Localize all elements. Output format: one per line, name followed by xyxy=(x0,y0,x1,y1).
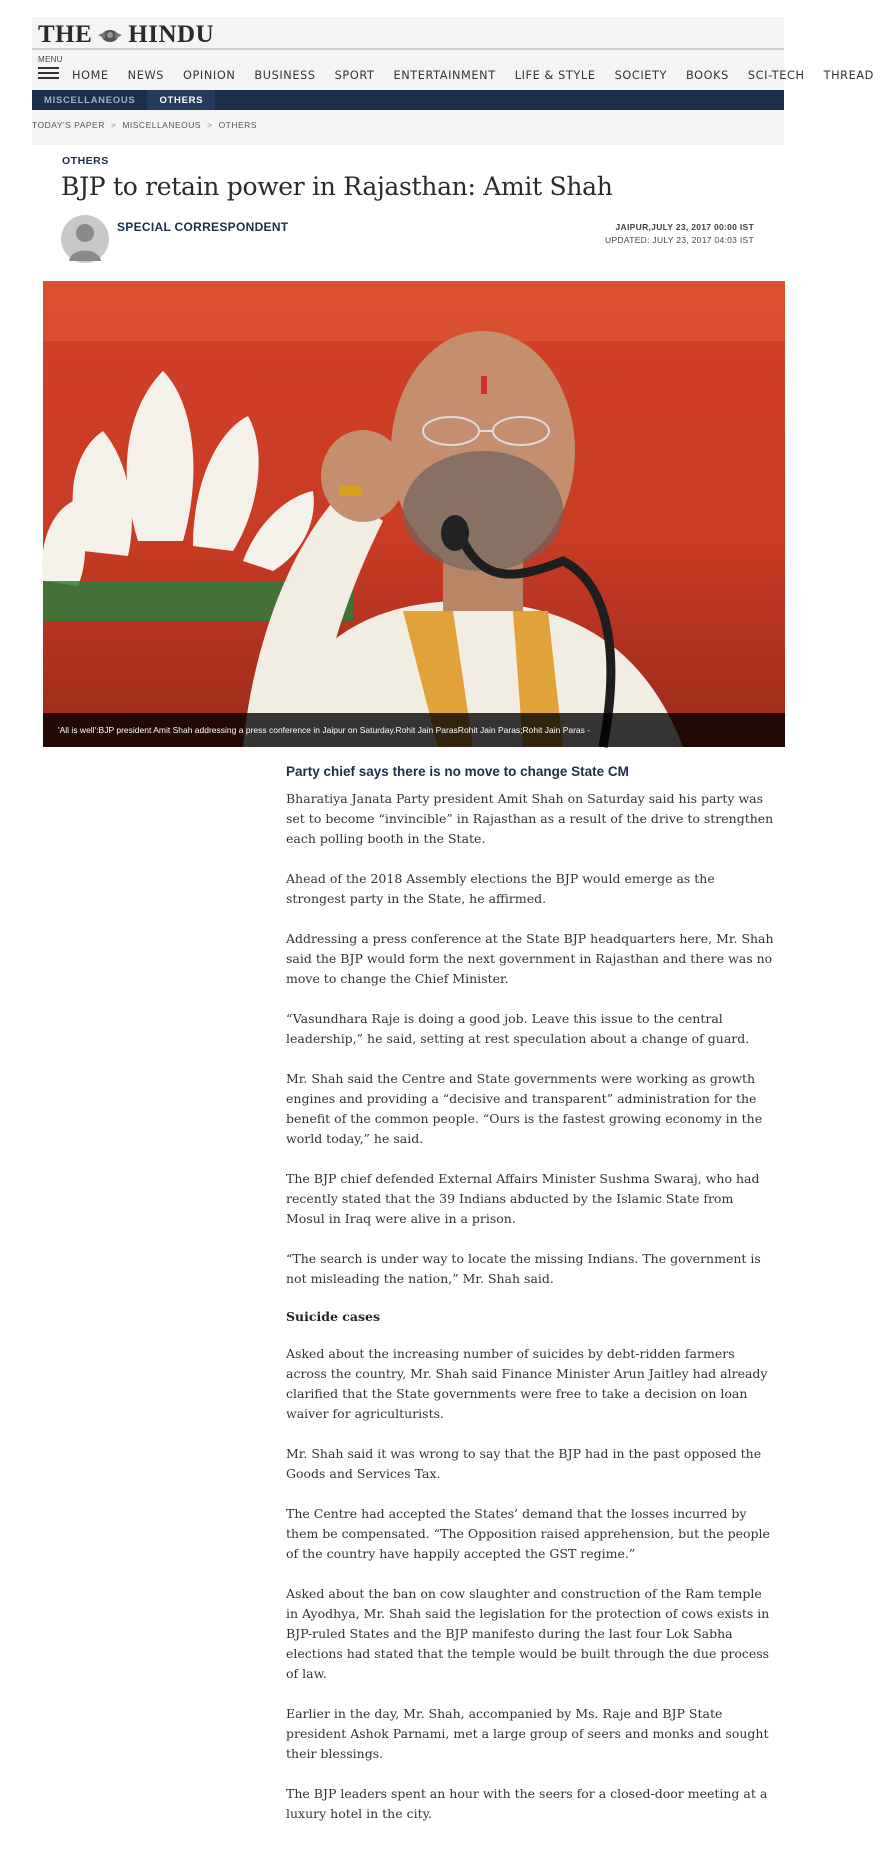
article-paragraph: “Vasundhara Raje is doing a good job. Leave this issue to the central leadership,” he said, setting at rest speculation about a change of guard. xyxy=(286,1011,750,1046)
nav-business[interactable]: BUSINESS xyxy=(254,69,316,82)
article-kicker[interactable]: OTHERS xyxy=(62,155,109,167)
article-updated: UPDATED: JULY 23, 2017 04:03 IST xyxy=(605,235,754,245)
article-paragraph: Mr. Shah said it was wrong to say that the BJP had in the past opposed the Goods and Services Tax. xyxy=(286,1446,762,1481)
breadcrumb-separator: > xyxy=(207,120,213,130)
article-paragraph: “The search is under way to locate the missing Indians. The government is not misleading the nation,” Mr. Shah said. xyxy=(286,1251,761,1286)
nav-life-style[interactable]: LIFE & STYLE xyxy=(514,69,596,82)
article-dateline: JAIPUR,JULY 23, 2017 00:00 IST xyxy=(615,222,754,232)
hamburger-icon-bar xyxy=(38,72,59,74)
section-bar xyxy=(32,90,784,110)
article-paragraph: Earlier in the day, Mr. Shah, accompanied by Ms. Raje and BJP State president Ashok Parnami, met a large group of seers and monks and sought their blessings. xyxy=(286,1706,769,1761)
site-header xyxy=(32,17,874,145)
article-section-heading: Suicide cases xyxy=(286,1309,381,1324)
photo-caption: 'All is well':BJP president Amit Shah addressing a press conference in Jaipur on Saturday.Rohit Jain ParasRohit Jain Paras;Rohit Jain Paras - xyxy=(43,713,785,747)
article-paragraph: Mr. Shah said the Centre and State governments were working as growth engines and providing a “decisive and transparent” administration for the benefit of the common people. “Ours is the fastest growing economy in the world today,” he said. xyxy=(286,1071,763,1146)
breadcrumb-others[interactable]: OTHERS xyxy=(218,120,257,130)
menu-button[interactable] xyxy=(38,55,64,81)
article-body xyxy=(286,758,776,1844)
photo-illustration xyxy=(43,281,785,747)
article-photo xyxy=(43,281,785,747)
breadcrumb-todays-paper[interactable]: TODAY'S PAPER xyxy=(32,120,105,130)
logo-text-left: THE xyxy=(38,21,93,48)
breadcrumb-separator: > xyxy=(110,120,117,130)
article-dates xyxy=(605,221,754,247)
nav-sport[interactable]: SPORT xyxy=(334,69,375,82)
logo-divider xyxy=(32,48,784,50)
logo-text-right: HINDU xyxy=(128,21,215,48)
nav-thread[interactable]: THREAD xyxy=(823,69,874,82)
nav-sci-tech[interactable]: SCI-TECH xyxy=(747,69,805,82)
section-others[interactable]: OTHERS xyxy=(147,90,215,110)
site-logo[interactable] xyxy=(38,21,214,49)
article-paragraph: Bharatiya Janata Party president Amit Shah on Saturday said his party was set to become “invincible” in Rajasthan as a result of the drive to strengthen each polling booth in the State. xyxy=(286,791,774,846)
nav-opinion[interactable]: OPINION xyxy=(183,69,236,82)
article-paragraph: The BJP leaders spent an hour with the seers for a closed-door meeting at a luxury hotel in the city. xyxy=(286,1786,768,1821)
article-paragraph: Asked about the increasing number of suicides by debt-ridden farmers across the country, Mr. Shah said Finance Minister Arun Jaitley had already clarified that the State governments were free to take a decision on loan waiver for agriculturists. xyxy=(286,1346,768,1421)
avatar-placeholder-icon xyxy=(61,215,109,263)
menu-label: MENU xyxy=(38,55,63,64)
main-nav xyxy=(72,69,893,82)
article-paragraph: Asked about the ban on cow slaughter and construction of the Ram temple in Ayodhya, Mr. Shah said the legislation for the protection of cows exists in BJP-ruled States and the BJP manifesto during the last four Lok Sabha elections had stated that the temple would be built through the due process of law. xyxy=(286,1586,770,1681)
nav-books[interactable]: BOOKS xyxy=(685,69,729,82)
article-paragraph: The BJP chief defended External Affairs Minister Sushma Swaraj, who had recently stated that the 39 Indians abducted by the Islamic State from Mosul in Iraq were alive in a prison. xyxy=(286,1171,760,1226)
hamburger-icon-bar xyxy=(38,77,59,79)
article-subheading: Party chief says there is no move to change State CM xyxy=(286,764,629,779)
article-paragraph: The Centre had accepted the States’ demand that the losses incurred by them be compensated. “The Opposition raised apprehension, but the people of the country have happily accepted the GST regime.” xyxy=(286,1506,770,1561)
hamburger-icon xyxy=(38,67,59,69)
article-title: BJP to retain power in Rajasthan: Amit Shah xyxy=(61,172,613,201)
article-paragraph: Ahead of the 2018 Assembly elections the BJP would emerge as the strongest party in the State, he affirmed. xyxy=(286,871,715,906)
author-byline[interactable]: SPECIAL CORRESPONDENT xyxy=(117,220,289,234)
nav-entertainment[interactable]: ENTERTAINMENT xyxy=(393,69,496,82)
breadcrumb-miscellaneous[interactable]: MISCELLANEOUS xyxy=(122,120,202,130)
nav-society[interactable]: SOCIETY xyxy=(614,69,667,82)
nav-news[interactable]: NEWS xyxy=(127,69,165,82)
article-paragraph: Addressing a press conference at the State BJP headquarters here, Mr. Shah said the BJP would form the next government in Rajasthan and there was no move to change the Chief Minister. xyxy=(286,931,774,986)
breadcrumb xyxy=(32,120,257,130)
author-avatar xyxy=(61,215,109,263)
section-miscellaneous[interactable]: MISCELLANEOUS xyxy=(44,94,136,106)
emblem-icon xyxy=(95,26,125,44)
nav-home[interactable]: HOME xyxy=(72,69,109,82)
